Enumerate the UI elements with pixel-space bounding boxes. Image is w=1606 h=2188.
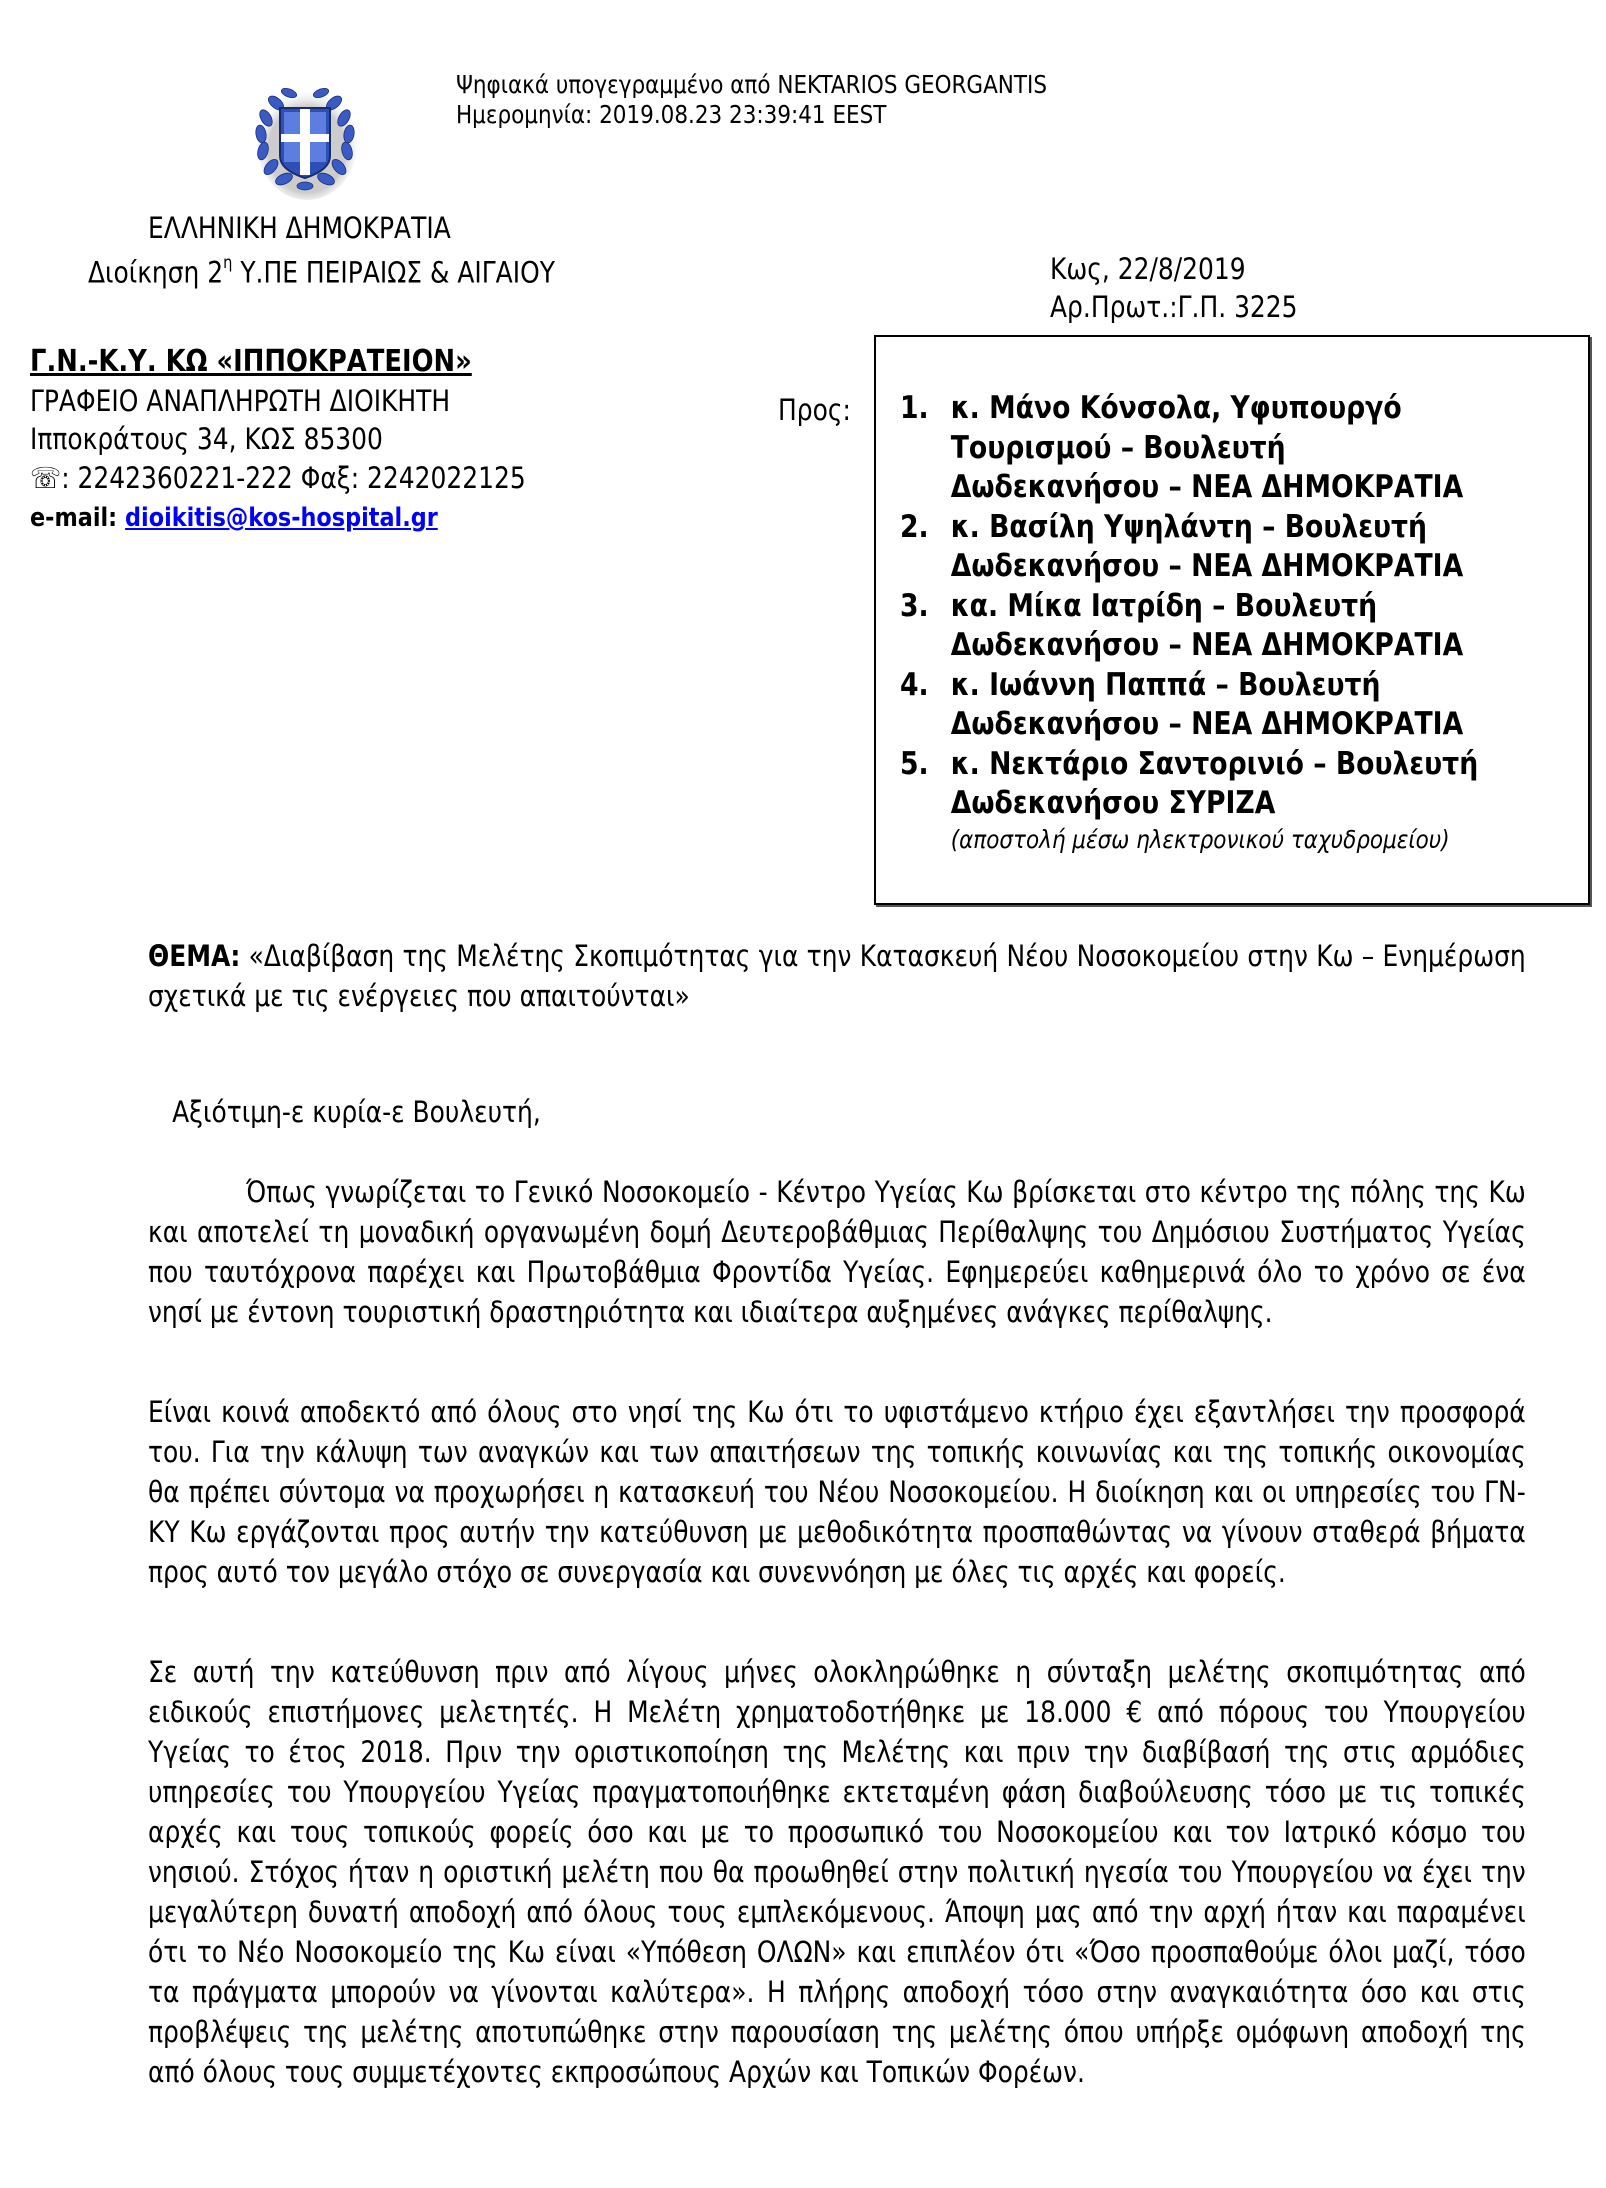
recipient-line: κ. Μάνο Κόνσολα, Υφυπουργό — [950, 390, 1402, 426]
telephone-icon: ☏ — [30, 460, 62, 495]
sender-address: Ιπποκράτους 34, ΚΩΣ 85300 — [30, 422, 383, 456]
recipient-line: κ. Ιωάννη Παππά – Βουλευτή — [950, 666, 1381, 703]
sender-office: ΓΡΑΦΕΙΟ ΑΝΑΠΛΗΡΩΤΗ ΔΙΟΙΚΗΤΗ — [30, 383, 451, 418]
authority-suffix: Υ.ΠΕ ΠΕΙΡΑΙΩΣ & ΑΙΓΑΙΟΥ — [232, 255, 555, 290]
delivery-note: (αποστολή μέσω ηλεκτρονικού ταχυδρομείου) — [950, 824, 1450, 854]
recipient-line: κ. Νεκτάριο Σαντορινιό – Βουλευτή — [950, 745, 1479, 782]
recipient-number: 5. — [900, 745, 929, 782]
authority-heading — [88, 248, 555, 292]
recipient-number: 2. — [900, 508, 929, 545]
recipient-line: Δωδεκανήσου – ΝΕΑ ΔΗΜΟΚΡΑΤΙΑ — [950, 627, 1464, 663]
email-label: e-mail: — [30, 503, 118, 533]
recipient-line: Δωδεκανήσου – ΝΕΑ ΔΗΜΟΚΡΑΤΙΑ — [950, 548, 1464, 584]
place-date: Κως, 22/8/2019 — [1050, 252, 1246, 286]
recipients-list — [900, 389, 1478, 856]
sender-organization: Γ.Ν.-Κ.Υ. ΚΩ «ΙΠΠΟΚΡΑΤΕΙΟΝ» — [30, 344, 472, 379]
recipient-number: 3. — [900, 587, 929, 624]
sender-phone: : 2242360221-222 Φαξ: 2242022125 — [61, 460, 526, 495]
greek-coat-of-arms-icon — [252, 78, 358, 200]
subject-label: ΘΕΜΑ: — [148, 939, 241, 973]
signature-signer: Ψηφιακά υπογεγραμμένο από NEKTARIOS GEORGANTIS — [456, 70, 1048, 99]
authority-ordinal: η — [223, 253, 233, 273]
recipient-item — [900, 666, 1478, 745]
digital-signature — [456, 70, 1047, 130]
recipient-number: 1. — [900, 390, 929, 426]
recipient-number: 4. — [900, 666, 929, 703]
email-link[interactable]: dioikitis@kos-hospital.gr — [125, 503, 438, 533]
paragraph-1 — [148, 1172, 1526, 1332]
recipient-item — [900, 389, 1478, 508]
paragraph-text: Όπως γνωρίζεται το Γενικό Νοσοκομείο - Κέντρο Υγείας Κω βρίσκεται στο κέντρο της πόλης της Κω και αποτελεί τη μοναδική οργανωμένη δομή Δευτεροβάθμιας Περίθαλψης του Δημόσιου Συστήματος Υγείας που ταυτόχρονα παρέχει και Πρωτοβάθμια Φροντίδα Υγείας. Εφημερεύει καθημερινά όλο το χρόνο σε ένα νησί με έντονη τουριστική δραστηριότητα και ιδιαίτερα αυξημένες ανάγκες περίθαλψης. — [148, 1175, 1526, 1329]
signature-date: Ημερομηνία: 2019.08.23 23:39:41 EEST — [456, 100, 887, 129]
country-heading: ΕΛΛΗΝΙΚΗ ΔΗΜΟΚΡΑΤΙΑ — [148, 211, 451, 245]
recipient-line: Δωδεκανήσου – ΝΕΑ ΔΗΜΟΚΡΑΤΙΑ — [950, 706, 1464, 742]
greeting-block — [148, 1092, 1526, 1132]
paragraph-3 — [148, 1652, 1526, 2092]
paragraph-2 — [148, 1392, 1526, 1592]
sender-phone-line — [30, 459, 526, 498]
sender-block — [30, 343, 526, 538]
to-label: Προς: — [778, 393, 851, 427]
recipient-line: Δωδεκανήσου – ΝΕΑ ΔΗΜΟΚΡΑΤΙΑ — [950, 469, 1464, 505]
protocol-number: Αρ.Πρωτ.:Γ.Π. 3225 — [1050, 290, 1298, 324]
recipient-item — [900, 508, 1478, 587]
recipient-line: Τουρισμού – Βουλευτή — [950, 429, 1286, 466]
date-protocol-block — [1050, 250, 1298, 326]
sender-email-line — [30, 497, 526, 538]
recipient-item — [900, 745, 1478, 824]
paragraph-text: Είναι κοινά αποδεκτό από όλους στο νησί της Κω ότι το υφιστάμενο κτήριο έχει εξαντλήσει την προσφορά του. Για την κάλυψη των αναγκών και των απαιτήσεων της τοπικής κοινωνίας και της τοπικής οικονομίας θα πρέπει σύντομα να προχωρήσει η κατασκευή του Νέου Νοσοκομείου. Η διοίκηση και οι υπηρεσίες του ΓΝ-ΚΥ Κω εργάζονται προς αυτήν την κατεύθυνση με μεθοδικότητα προσπαθώντας να γίνουν σταθερά βήματα προς αυτό τον μεγάλο στόχο σε συνεργασία και συνεννόηση με όλες τις αρχές και φορείς. — [148, 1395, 1526, 1589]
recipients-box — [874, 335, 1590, 905]
recipient-line: κ. Βασίλη Υψηλάντη – Βουλευτή — [950, 508, 1428, 545]
greeting: Αξιότιμη-ε κυρία-ε Βουλευτή, — [172, 1095, 541, 1129]
subject-text: «Διαβίβαση της Μελέτης Σκοπιμότητας για την Κατασκευή Νέου Νοσοκομείου στην Κω – Ενημέρωση σχετικά με τις ενέργειες που απαιτούνται» — [148, 939, 1526, 1013]
paragraph-text: Σε αυτή την κατεύθυνση πριν από λίγους μήνες ολοκληρώθηκε η σύνταξη μελέτης σκοπιμότητας από ειδικούς επιστήμονες μελετητές. Η Μελέτη χρηματοδοτήθηκε με 18.000 € από πόρους του Υπουργείου Υγείας το έτος 2018. Πριν την οριστικοποίηση της Μελέτης και πριν την διαβίβασή της στις αρμόδιες υπηρεσίες του Υπουργείου Υγείας πραγματοποιήθηκε εκτεταμένη φάση διαβούλευσης τόσο με τις τοπικές αρχές και τους τοπικούς φορείς όσο και με το προσωπικό του Νοσοκομείου και τον Ιατρικό κόσμο του νησιού. Στόχος ήταν η οριστική μελέτη που θα προωθηθεί στην πολιτική ηγεσία του Υπουργείου να έχει την μεγαλύτερη δυνατή αποδοχή από όλους τους εμπλεκόμενους. Άποψη μας από την αρχή ήταν και παραμένει ότι το Νέο Νοσοκομείο της Κω είναι «Υπόθεση ΟΛΩΝ» και επιπλέον ότι «Όσο προσπαθούμε όλοι μαζί, τόσο τα πράγματα μπορούν να γίνονται καλύτερα». Η πλήρης αποδοχή τόσο στην αναγκαιότητα όσο και στις προβλέψεις της μελέτης αποτυπώθηκε στην παρουσίαση της μελέτης όπου υπήρξε ομόφωνη αποδοχή της από όλους τους συμμετέχοντες εκπροσώπους Αρχών και Τοπικών Φορέων. — [148, 1655, 1526, 2089]
authority-prefix: Διοίκηση 2 — [88, 255, 224, 290]
subject-block — [148, 936, 1526, 1016]
recipient-item — [900, 587, 1478, 666]
recipient-line: Δωδεκανήσου ΣΥΡΙΖΑ — [950, 785, 1276, 821]
recipient-line: κα. Μίκα Ιατρίδη – Βουλευτή — [950, 587, 1378, 624]
